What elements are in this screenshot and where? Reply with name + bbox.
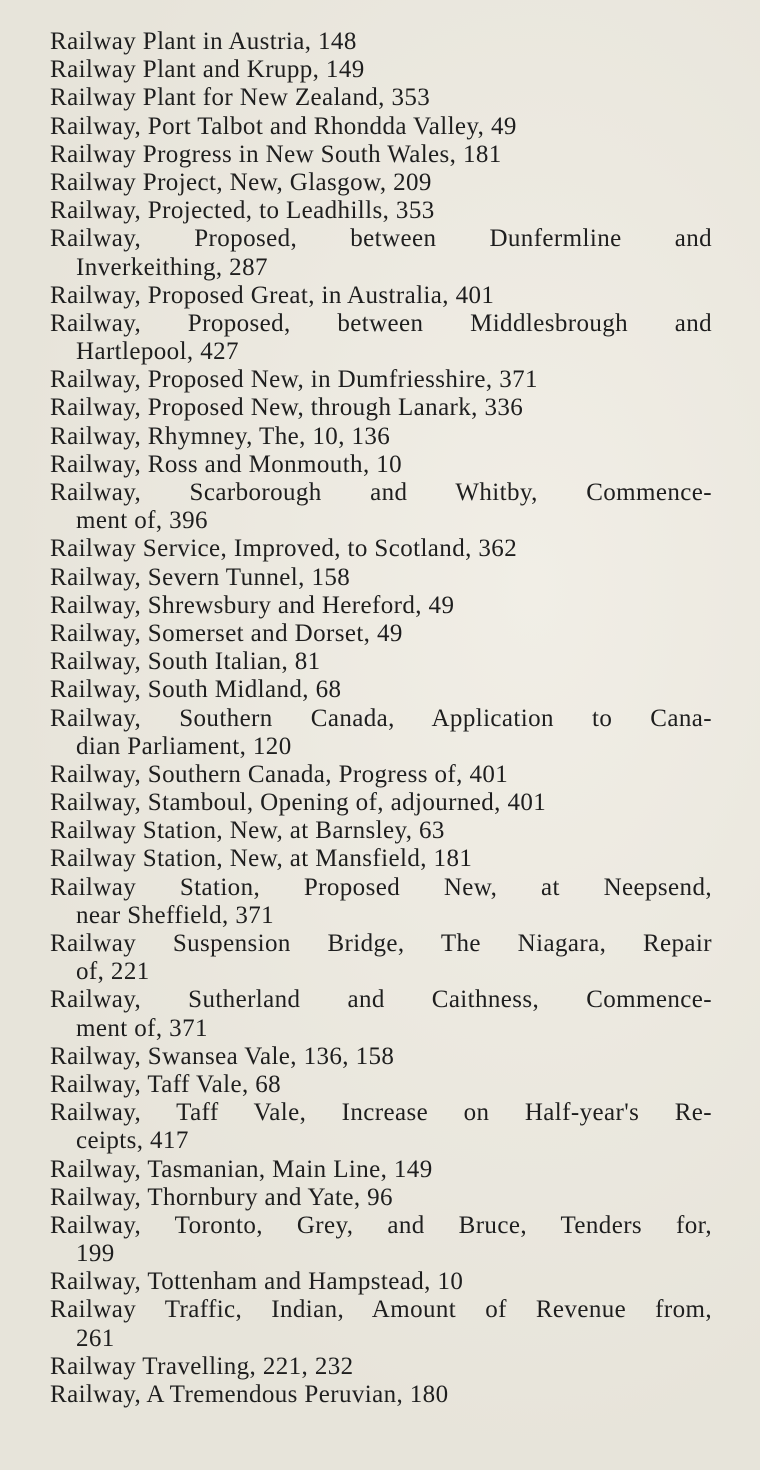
index-entry-line: Railway, South Italian, 81: [50, 648, 321, 676]
index-entry: [50, 1296, 712, 1352]
index-entry: [50, 1071, 712, 1099]
index-entry-line: Railway, Sutherland and Caithness, Commence-: [50, 986, 712, 1014]
index-entry-line: Railway Station, New, at Barnsley, 63: [50, 817, 445, 845]
index-entry: [50, 56, 712, 84]
index-entry: [50, 1043, 712, 1071]
index-entry-line: Railway, Proposed Great, in Australia, 401: [50, 281, 495, 309]
index-entry-line: Railway Station, Proposed New, at Neepsend,: [50, 873, 712, 901]
index-entry-line: Railway, Tasmanian, Main Line, 149: [50, 1155, 433, 1183]
index-entry: [50, 676, 712, 704]
index-entry-line: Railway, Scarborough and Whitby, Commence-: [50, 479, 712, 506]
index-entry: [50, 282, 712, 310]
index-entry: [50, 113, 712, 141]
index-entry-line: Railway, Toronto, Grey, and Bruce, Tenders for,: [50, 1211, 712, 1239]
index-entry-line: Railway, Severn Tunnel, 158: [50, 563, 351, 591]
index-entry: [50, 564, 712, 592]
index-entry-line: Railway, South Midland, 68: [50, 676, 342, 704]
index-entry-line: Railway, Port Talbot and Rhondda Valley, 49: [50, 112, 517, 140]
index-entry: [50, 1353, 712, 1381]
index-entry: [50, 169, 712, 197]
index-entry-line: Railway, Taff Vale, Increase on Half-year's Re-: [50, 1099, 712, 1127]
index-entry: [50, 394, 712, 422]
index-entry: [50, 817, 712, 845]
index-entry-line: Railway Service, Improved, to Scotland, 362: [50, 535, 518, 563]
index-entry-line: Railway, Tottenham and Hampstead, 10: [50, 1268, 464, 1296]
index-entry-line: Railway, Projected, to Leadhills, 353: [50, 197, 435, 225]
index-entry-line: Railway, Stamboul, Opening of, adjourned, 401: [50, 789, 547, 817]
index-entry: [50, 141, 712, 169]
index-entry: [50, 1212, 712, 1268]
index-entry-continuation: 199: [76, 1240, 115, 1268]
index-entry-line: Railway, Proposed New, in Dumfriesshire, 371: [50, 366, 538, 394]
index-entry: [50, 479, 712, 535]
index-entry-continuation: of, 221: [76, 958, 150, 986]
index-entry-line: Railway Project, New, Glasgow, 209: [50, 168, 432, 196]
index-entry: [50, 930, 712, 986]
index-entry: [50, 620, 712, 648]
index-entry: [50, 845, 712, 873]
index-entry: [50, 310, 712, 366]
index-entry-line: Railway, Proposed, between Middlesbrough and: [50, 309, 712, 337]
index-entry-line: Railway, Somerset and Dorset, 49: [50, 619, 403, 647]
index-entry: [50, 1099, 712, 1155]
index-entry: [50, 535, 712, 563]
index-entry: [50, 986, 712, 1042]
index-entry-line: Railway, Proposed, between Dunfermline and: [50, 225, 712, 253]
index-entry: [50, 1381, 712, 1409]
index-entry-line: Railway Station, New, at Mansfield, 181: [50, 845, 473, 873]
index-entry-line: Railway, Taff Vale, 68: [50, 1070, 282, 1098]
index-entry-line: Railway, Southern Canada, Progress of, 401: [50, 760, 509, 788]
index-entry-line: Railway Plant and Krupp, 149: [50, 56, 365, 84]
index-entry: [50, 423, 712, 451]
index-entry: [50, 592, 712, 620]
index-entry-continuation: 261: [76, 1324, 115, 1352]
index-entry: [50, 28, 712, 56]
index-entry-line: Railway, Thornbury and Yate, 96: [50, 1183, 393, 1211]
index-entry-continuation: ment of, 371: [76, 1014, 208, 1042]
index-entry-line: Railway, Southern Canada, Application to Cana-: [50, 704, 712, 732]
index-entry-line: Railway, Shrewsbury and Hereford, 49: [50, 591, 455, 619]
index-entry: [50, 761, 712, 789]
index-entry: [50, 1156, 712, 1184]
index-entry-continuation: Hartlepool, 427: [76, 338, 239, 366]
index-entry-continuation: ment of, 396: [76, 507, 208, 535]
index-entry: [50, 225, 712, 281]
index-entry-line: Railway, Proposed New, through Lanark, 336: [50, 394, 524, 422]
index-entry: [50, 789, 712, 817]
index-entry-continuation: Inverkeithing, 287: [76, 253, 268, 281]
index-entry: [50, 451, 712, 479]
index-entry-line: Railway Travelling, 221, 232: [50, 1352, 354, 1380]
index-entry: [50, 874, 712, 930]
index-entry-line: Railway Plant for New Zealand, 353: [50, 84, 431, 112]
index-entry-continuation: dian Parliament, 120: [76, 732, 292, 760]
index-entry-continuation: near Sheffield, 371: [76, 901, 275, 929]
index-entry-line: Railway, Ross and Monmouth, 10: [50, 450, 403, 478]
index-entry-line: Railway, Swansea Vale, 136, 158: [50, 1042, 395, 1070]
index-entry-continuation: ceipts, 417: [76, 1127, 189, 1155]
index-entry-line: Railway Plant in Austria, 148: [50, 28, 357, 55]
index-entry: [50, 1184, 712, 1212]
index-column: [50, 28, 712, 1409]
index-entry: [50, 366, 712, 394]
index-entry-line: Railway Progress in New South Wales, 181: [50, 140, 502, 168]
index-entry-line: Railway Suspension Bridge, The Niagara, Repair: [50, 930, 712, 957]
index-entry: [50, 648, 712, 676]
index-entry: [50, 1268, 712, 1296]
index-entry-line: Railway Traffic, Indian, Amount of Revenue from,: [50, 1296, 712, 1324]
index-entry: [50, 705, 712, 761]
index-entry: [50, 84, 712, 112]
index-entry-line: Railway, A Tremendous Peruvian, 180: [50, 1381, 449, 1408]
index-entry-line: Railway, Rhymney, The, 10, 136: [50, 422, 391, 450]
index-entry: [50, 197, 712, 225]
